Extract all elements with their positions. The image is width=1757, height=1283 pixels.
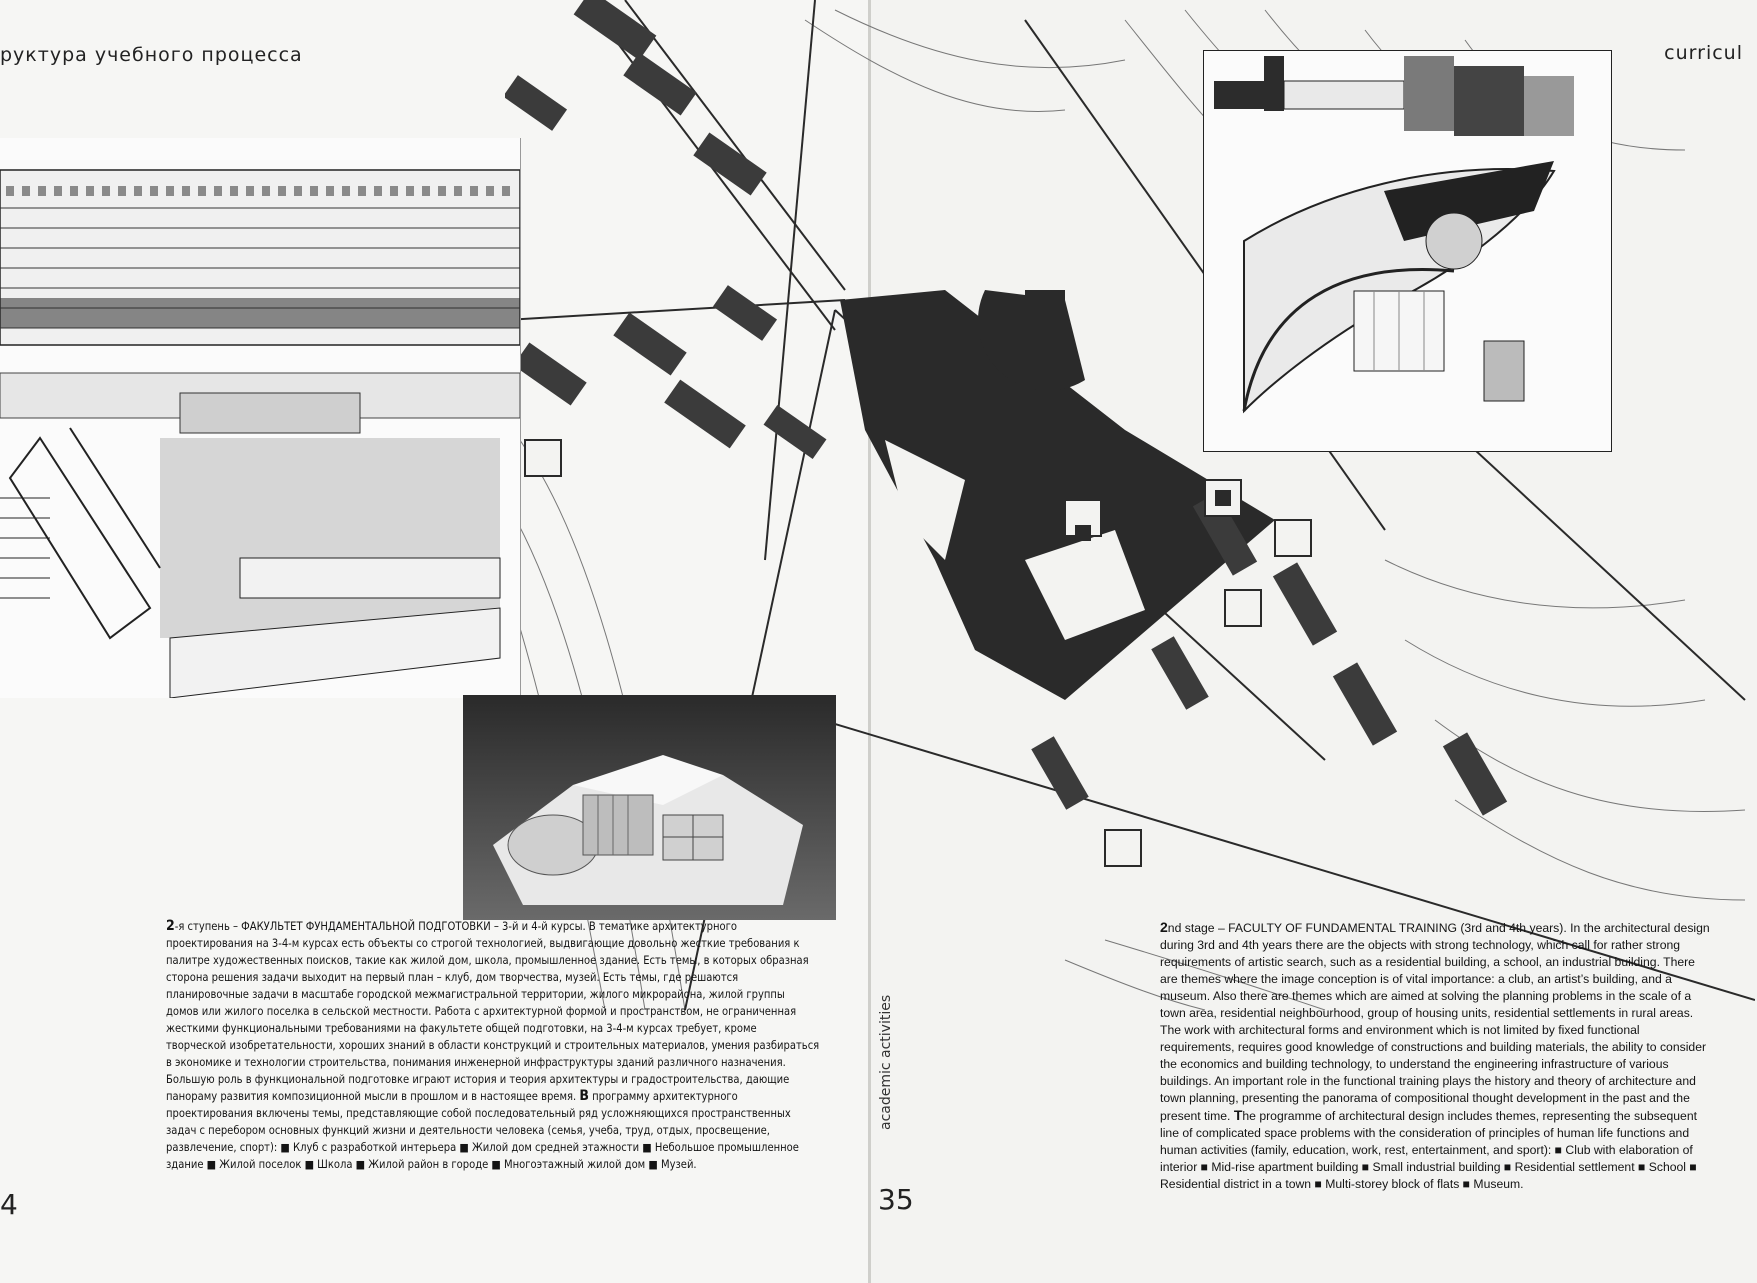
building-model-photo	[463, 695, 836, 920]
lead-numeral: 2	[1160, 919, 1168, 935]
section-tag: academic activities	[878, 994, 894, 1130]
page-number-left: 4	[0, 1188, 18, 1221]
lead-heading: -я ступень – ФАКУЛЬТЕТ ФУНДАМЕНТАЛЬНОЙ ПОДГОТОВКИ – 3-й и 4-й курсы.	[174, 920, 586, 933]
paragraph-russian	[166, 918, 820, 1173]
club-plan-drawing	[1203, 50, 1612, 452]
paragraph-text: In the architectural design during 3rd and 4th years there are the objects with strong technology, which call for rather strong requirements of artistic search, such as a residential building, a school, an industrial building. There are themes where the image conception is of vital importance: a club, an artist’s building, and a museum. Also there are themes which are aimed at solving the planning problems in the scale of a town area, residential neighbourhood, group of housing units, residential settlements in rural areas. The work with architectural forms and environment which is not limited by fixed functional requirements, requires good knowledge of constructions and building materials, the ability to consider the economics and building technology, to understand the engineering infrastructure of various buildings. An important role in the functional training plays the history and theory of architecture and town planning, presenting the panorama of compositional thought development in the past and the present time.	[1160, 921, 1710, 1123]
lead-heading: nd stage – FACULTY OF FUNDAMENTAL TRAINING (3rd and 4th years).	[1167, 921, 1567, 935]
running-head-right: curricul	[1664, 42, 1743, 64]
body-text-english	[1160, 919, 1714, 1193]
drop-letter: T	[1233, 1107, 1243, 1123]
paragraph-english	[1160, 919, 1714, 1193]
lead-numeral: 2	[166, 918, 175, 934]
body-text-russian	[166, 918, 820, 1173]
running-head-left: руктура учебного процесса	[0, 44, 303, 66]
paragraph-text: программу архитектурного проектирования включены темы, представляющие собой последовательный ряд усложняющихся пространственных задач с перебором основных функций жизни и деятельности человека (семья, учеба, труд, отдых, просвещение, развлечение, спорт): ■ Клуб с разработкой интерьера ■ Жилой дом средней этажности ■ Небольшое промышленное здание ■ Жилой поселок ■ Школа ■ Жилой район в городе ■ Многоэтажный жилой дом ■ Музей.	[166, 1090, 799, 1171]
page-number-right: 35	[878, 1183, 914, 1216]
drop-letter: В	[579, 1088, 589, 1104]
paragraph-text: he programme of architectural design includes themes, representing the subsequent line of complicated space problems with the consideration of principles of human life functions and human activities (family, education, work, rest, entertainment, and sport): ■ Club with elaboration of interior ■ Mid-rise apartment building ■ Small industrial building ■ Residential settlement ■ School ■ Residential district in a town ■ Multi-storey block of flats ■ Museum.	[1160, 1109, 1697, 1191]
facade-and-plan-drawing	[0, 138, 521, 698]
paragraph-text: В тематике архитектурного проектирования на 3-4-м курсах есть объекты со строгой технологией, выдвигающие довольно жесткие требования к палитре художественных поисков, такие как жилой дом, школа, промышленное здание. Есть темы, в которых образная сторона решения задачи выходит на первый план – клуб, дом творчества, музей. Есть темы, где решаются планировочные задачи в масштабе городской межмагистральной территории, жилого микрорайона, жилой группы домов или жилого поселка в сельской местности. Работа с архитектурной формой и пространством, не ограниченная жесткими функциональными требованиями на факультете общей подготовки, на 3-4-м курсах требует, кроме творческой изобретательности, хороших знаний в области конструкций и строительных материалов, умения разбираться в экономике и технологии строительства, понимания инженерной инфраструктуры зданий различного назначения. Большую роль в функциональной подготовке играют история и теория архитектуры и градостроительства, дающие панораму развития композиционной мысли в прошлом и в настоящее время.	[166, 920, 820, 1103]
